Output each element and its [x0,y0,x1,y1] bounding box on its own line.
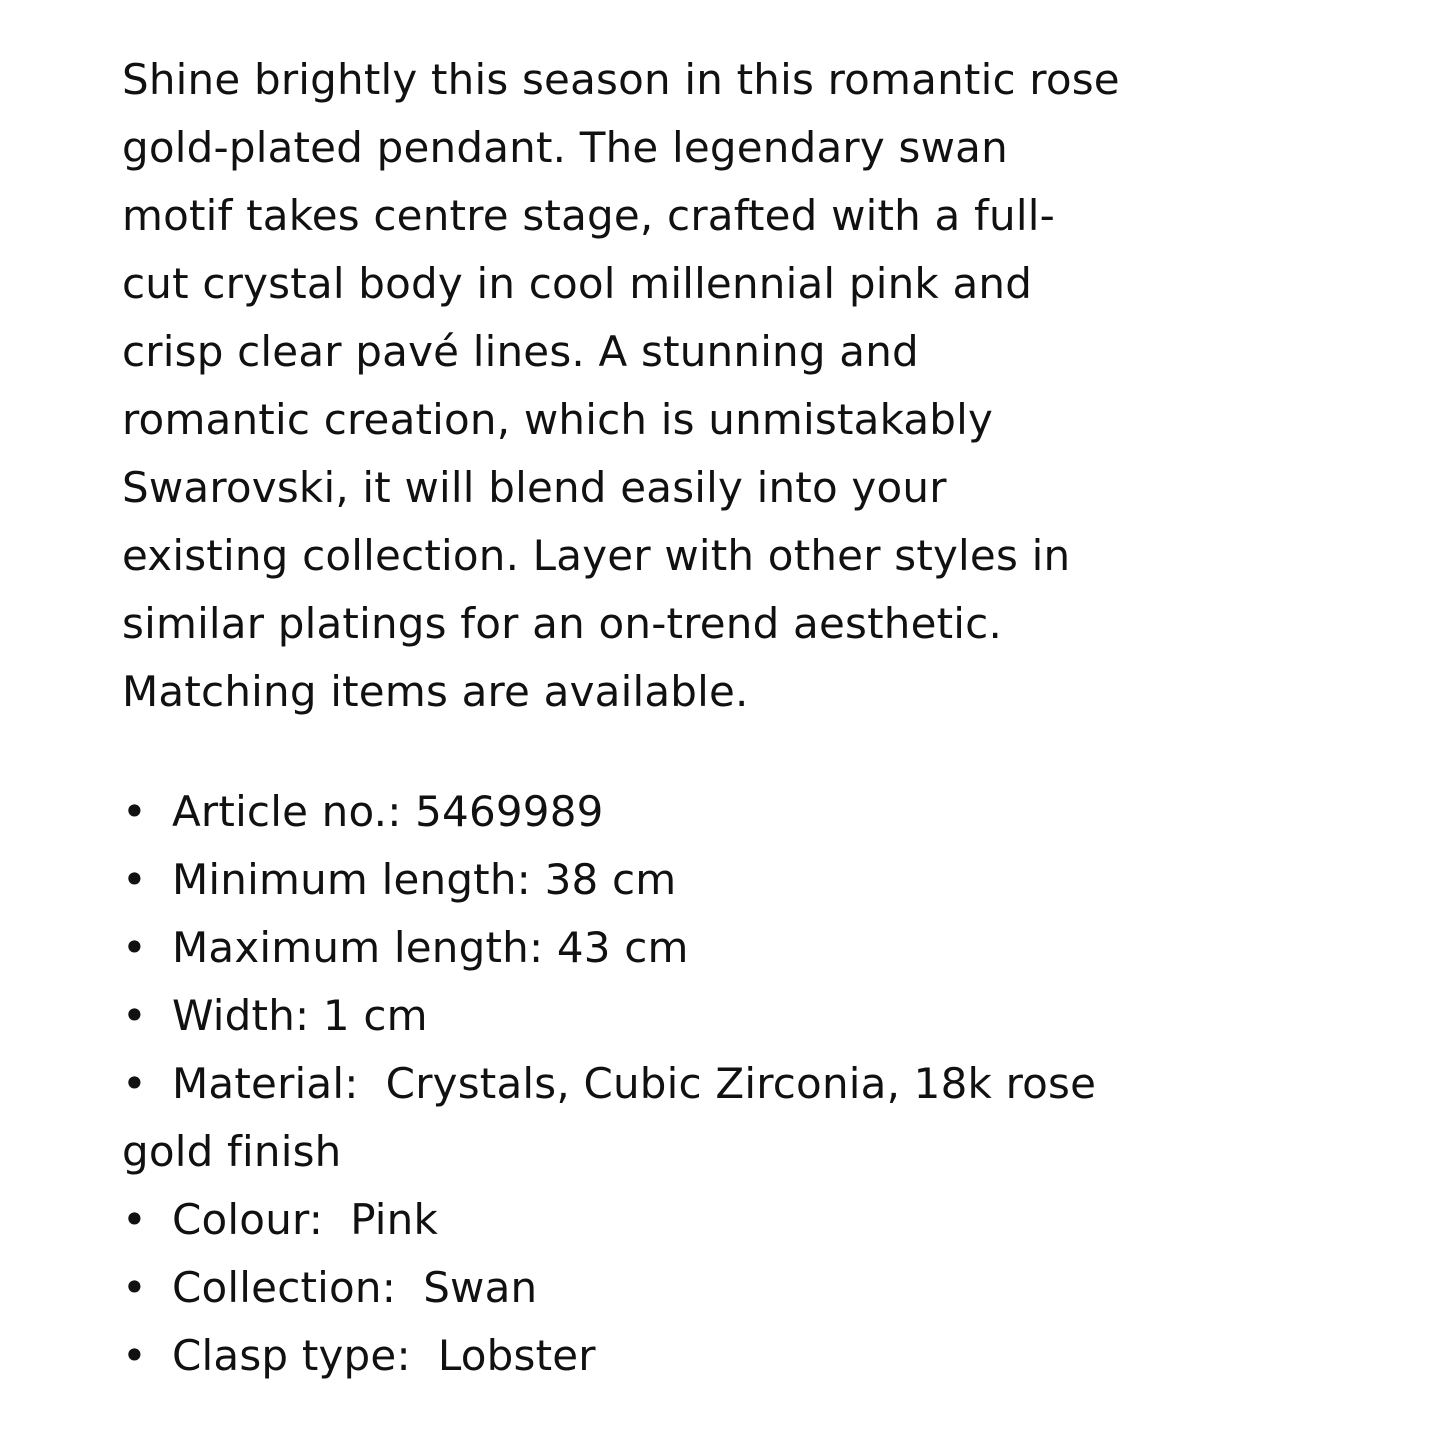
bullet-icon: • [122,991,147,1040]
spec-item-clasp-type [122,1322,1302,1390]
spec-list [122,778,1302,1390]
spec-item-material [122,1050,1302,1186]
spec-item-collection [122,1254,1302,1322]
spec-item-maximum-length [122,914,1302,982]
spec-item-colour [122,1186,1302,1254]
spec-text: Clasp type: Lobster [172,1331,596,1380]
spec-text: Minimum length: 38 cm [172,855,677,904]
bullet-icon: • [122,1331,147,1380]
spec-text: Colour: Pink [172,1195,439,1244]
bullet-icon: • [122,787,147,836]
spec-text: Collection: Swan [172,1263,538,1312]
bullet-icon: • [122,855,147,904]
bullet-icon: • [122,923,147,972]
bullet-icon: • [122,1195,147,1244]
bullet-icon: • [122,1059,147,1108]
bullet-icon: • [122,1263,147,1312]
product-details [122,46,1302,1380]
spec-text: Article no.: 5469989 [172,787,604,836]
spec-text: Material: Crystals, Cubic Zirconia, 18k rose gold finish [122,1059,1097,1176]
spec-item-width [122,982,1302,1050]
spec-item-minimum-length [122,846,1302,914]
spec-text: Maximum length: 43 cm [172,923,689,972]
spec-item-article-no [122,778,1302,846]
product-description: Shine brightly this season in this romantic rose gold-plated pendant. The legendary swan motif takes centre stage, crafted with a full- cut crystal body in cool millennial pink and crisp clear pavé lines. A stunning and romantic creation, which is unmistakably Swarovski, it will blend easily into your existing collection. Layer with other styles in similar platings for an on-trend aesthetic. Matching items are available. [122,55,1120,716]
spec-text: Width: 1 cm [172,991,428,1040]
